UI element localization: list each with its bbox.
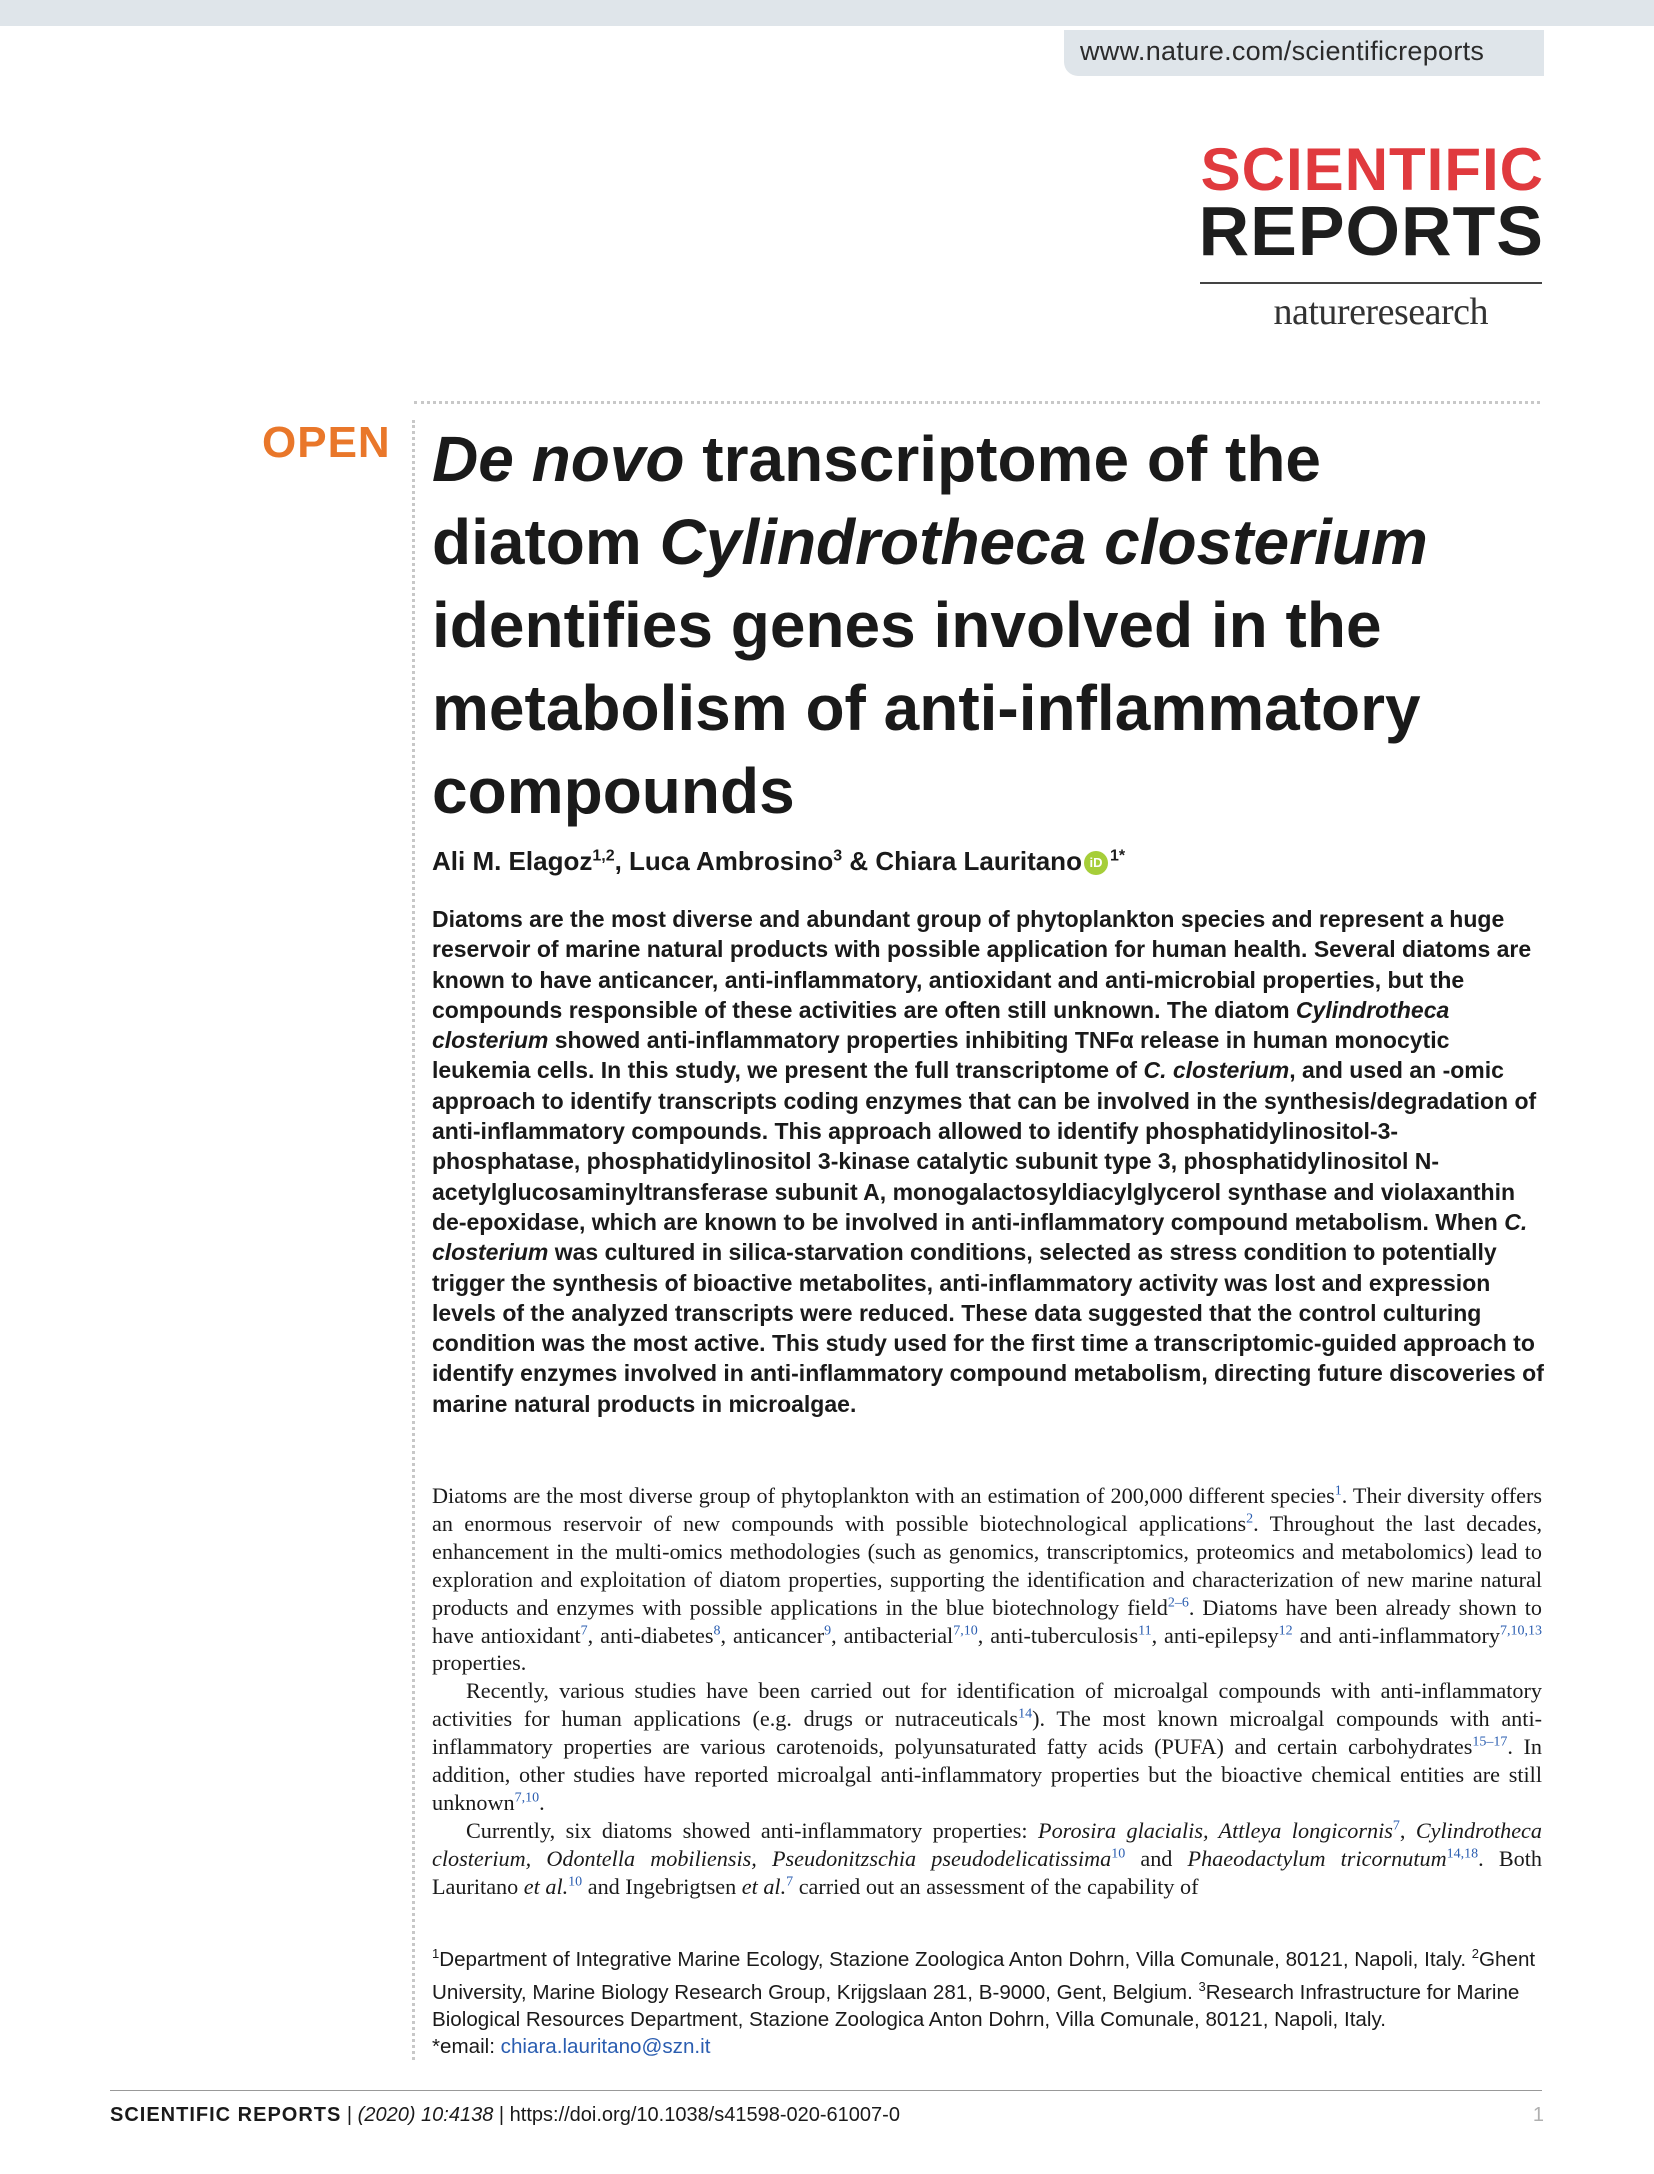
abstract-segment: Diatoms are the most diverse and abundant group of phytoplankton species and represent a huge reservoir of marine natural products with possible application for human health. Several diatoms are known to have anticancer, anti-inflammatory, antioxidant and anti-microbial properties, but the compounds responsible of these activities are often still unknown. The diatom (432, 906, 1532, 1023)
author-affiliation: 1* (1109, 847, 1126, 865)
text: , anti-diabetes (587, 1622, 714, 1648)
page-number: 1 (1532, 2104, 1544, 2126)
reference-link[interactable]: 7 (786, 1874, 794, 1890)
title-italic-2: Cylindrotheca closterium (659, 506, 1428, 578)
reference-link[interactable]: 7 (1392, 1818, 1400, 1834)
footer-doi[interactable]: | https://doi.org/10.1038/s41598-020-61007-0 (493, 2104, 900, 2126)
author-name[interactable]: Luca Ambrosino (629, 846, 834, 876)
reference-link[interactable]: 7 (580, 1623, 588, 1639)
abstract-segment: , and used an -omic approach to identify transcripts coding enzymes that can be involved in the synthesis/degradation of anti-inflammatory compounds. This approach allowed to identify phosphatidylinositol-3-phosphatase, phosphatidylinositol 3-kinase catalytic subunit type 3, phosphatidylinositol N-acetylglucosaminyltransferase subunit A, monogalactosyldiacylglycerol synthase and violaxanthin de-epoxidase, which are known to be involved in anti-inflammatory compound metabolism. When (432, 1057, 1537, 1235)
reference-link[interactable]: 14 (1018, 1706, 1033, 1722)
body-text (432, 1482, 1542, 1901)
affiliation-block (432, 1940, 1544, 2033)
text: and Ingebrigtsen (582, 1873, 742, 1899)
abstract-segment: showed anti-inflammatory properties inhibiting TNFα release in human monocytic leukemia cells. In this study, we present the full transcriptome of (432, 1027, 1450, 1084)
text: and anti-inflammatory (1292, 1622, 1500, 1648)
author-separator: & (842, 846, 876, 876)
logo-divider (1200, 282, 1542, 284)
abstract (432, 904, 1544, 1419)
text: . Throughout the last decades, enhancement in the multi-omics methodologies (such as genomics, transcriptomics, proteomics and metabolomics) lead to exploration and exploitation of diatom properties, supporting the identification and characterization of new marine natural products and enzymes with possible applications in the blue biotechnology field (432, 1510, 1543, 1620)
logo-scientific: SCIENTIFIC (1200, 136, 1544, 203)
title-italic-1: De novo (432, 423, 685, 495)
reference-link[interactable]: 1 (1334, 1483, 1342, 1499)
text: Currently, six diatoms showed anti-inflammatory properties: (466, 1817, 1039, 1843)
reference-link[interactable]: 10 (568, 1874, 583, 1890)
journal-url[interactable]: www.nature.com/scientificreports (1080, 36, 1485, 66)
footer-separator: | (341, 2104, 358, 2126)
author-name[interactable]: Chiara Lauritano (875, 846, 1082, 876)
affiliation-number: 1 (432, 1946, 440, 1961)
text: . Their diversity offers an enormous reservoir of new compounds with possible biotechnological applications (432, 1483, 1542, 1536)
footer-citation (110, 2104, 900, 2127)
footer-volume: (2020) 10:4138 (357, 2104, 494, 2126)
reference-link[interactable]: 14,18 (1446, 1846, 1479, 1862)
reference-link[interactable]: 2–6 (1167, 1595, 1189, 1611)
reference-link[interactable]: 15–17 (1472, 1734, 1508, 1750)
author-list (432, 846, 1125, 877)
affiliation-text: Research Infrastructure for Marine Biological Resources Department, Stazione Zoologica Anton Dohrn, Villa Comunale, 80121, Napoli, Italy. (432, 1980, 1520, 2032)
title-part-1: transcriptome of the diatom (432, 423, 1321, 578)
logo-natureresearch: natureresearch (1273, 291, 1488, 333)
abstract-text (432, 904, 1544, 1419)
species-name: Cylindrotheca closterium, Odontella mobiliensis, Pseudonitzschia pseudodelicatissima (432, 1817, 1542, 1871)
author-affiliation: 1,2 (592, 847, 615, 865)
affiliations (432, 1940, 1544, 2061)
abstract-species: C. closterium (1143, 1057, 1290, 1084)
species-name: Phaeodactylum tricornutum (1187, 1845, 1447, 1871)
text: , anti-epilepsy (1151, 1622, 1279, 1648)
paragraph-2 (432, 1677, 1542, 1817)
reference-link[interactable]: 7,10,13 (1499, 1623, 1542, 1639)
author-separator: , (614, 846, 630, 876)
reference-link[interactable]: 8 (713, 1623, 721, 1639)
species-name: Porosira glacialis, Attleya longicornis (1038, 1817, 1393, 1843)
text: carried out an assessment of the capability of (793, 1873, 1199, 1899)
author-name[interactable]: Ali M. Elagoz (432, 846, 593, 876)
text: , anticancer (720, 1622, 825, 1648)
text: . (539, 1789, 545, 1815)
text: properties. (432, 1650, 527, 1676)
reference-link[interactable]: 11 (1138, 1623, 1152, 1639)
footer-divider (110, 2090, 1542, 2091)
et-al: et al. (741, 1873, 787, 1899)
text: . Diatoms have been already shown to have antioxidant (432, 1594, 1542, 1648)
abstract-segment: was cultured in silica-starvation conditions, selected as stress condition to potentially trigger the synthesis of bioactive metabolites, anti-inflammatory activity was lost and expression levels of the analyzed transcripts were reduced. These data suggested that the control culturing condition was the most active. This study used for the first time a transcriptomic-guided approach to identify enzymes involved in anti-inflammatory compound metabolism, directing future discoveries of marine natural products in microalgae. (432, 1239, 1544, 1417)
abstract-species: Cylindrotheca closterium (432, 996, 1450, 1054)
paragraph-3 (432, 1817, 1542, 1901)
affiliation-number: 3 (1198, 1979, 1206, 1995)
abstract-species: C. closterium (432, 1208, 1528, 1266)
email-label: *email: (432, 2035, 501, 2059)
reference-link[interactable]: 7,10 (953, 1623, 978, 1639)
et-al: et al. (523, 1873, 569, 1899)
text: Diatoms are the most diverse group of phytoplankton with an estimation of 200,000 different species (432, 1483, 1335, 1508)
text: . In addition, other studies have reported microalgal anti-inflammatory properties but the bioactive chemical entities are still unknown (432, 1734, 1542, 1815)
affiliation-text: Department of Integrative Marine Ecology, Stazione Zoologica Anton Dohrn, Villa Comunale, 80121, Napoli, Italy. (439, 1947, 1472, 1971)
text: Recently, various studies have been carried out for identification of microalgal compounds with anti-inflammatory activities for human applications (e.g. drugs or nutraceuticals (432, 1678, 1542, 1732)
orcid-icon[interactable]: iD (1084, 851, 1108, 875)
text: and (1125, 1845, 1188, 1871)
reference-link[interactable]: 2 (1246, 1511, 1254, 1527)
text: , (1399, 1817, 1416, 1843)
reference-link[interactable]: 9 (824, 1623, 832, 1639)
author-affiliation: 3 (833, 847, 843, 865)
affiliation-text: Ghent University, Marine Biology Research Group, Krijgslaan 281, B-9000, Gent, Belgium. (432, 1947, 1536, 2004)
top-bar (0, 0, 1654, 26)
text: . Both Lauritano (432, 1845, 1542, 1899)
reference-link[interactable]: 7,10 (514, 1790, 540, 1806)
dotted-divider-top (414, 401, 1540, 404)
logo-reports: REPORTS (1198, 192, 1544, 270)
title-part-2: identifies genes involved in the metabolism of anti-inflammatory compounds (432, 589, 1421, 827)
reference-link[interactable]: 10 (1111, 1846, 1126, 1862)
article-title (432, 418, 1542, 833)
open-access-label: OPEN (262, 418, 391, 467)
email-line (432, 2033, 1544, 2060)
affiliation-number: 2 (1471, 1946, 1480, 1961)
reference-link[interactable]: 12 (1278, 1623, 1293, 1639)
text: ). The most known microalgal compounds with anti-inflammatory properties are various carotenoids, polyunsaturated fatty acids (PUFA) and certain carbohydrates (432, 1706, 1542, 1760)
text: , antibacterial (831, 1622, 954, 1648)
paragraph-1 (432, 1482, 1542, 1677)
text: , anti-tuberculosis (977, 1622, 1139, 1648)
footer-journal: SCIENTIFIC REPORTS (110, 2104, 342, 2126)
dotted-divider-left (412, 420, 415, 2060)
email-link[interactable]: chiara.lauritano@szn.it (500, 2035, 711, 2059)
